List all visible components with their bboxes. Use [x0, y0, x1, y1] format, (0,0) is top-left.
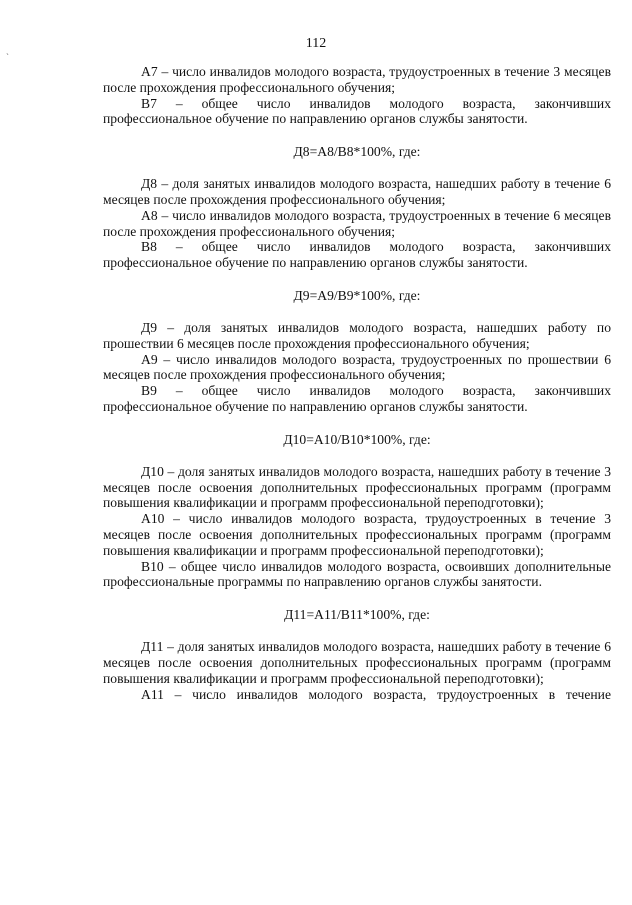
paragraph: В9 – общее число инвалидов молодого возраста, закончивших профессиональное обучение по направлению органов службы занятости.	[103, 383, 611, 414]
formula-line: Д11=А11/В11*100%, где:	[284, 607, 430, 623]
formula-line: Д8=А8/В8*100%, где:	[293, 144, 421, 160]
paragraph: А7 – число инвалидов молодого возраста, трудоустроенных в течение 3 месяцев после прохождения профессионального обучения;	[103, 64, 611, 95]
page-number: 112	[305, 36, 327, 51]
paragraph: Д10 – доля занятых инвалидов молодого возраста, нашедших работу в течение 3 месяцев после освоения дополнительных профессиональных программ (программ повышения квалификации и программ профессиональной переподготовки);	[103, 463, 611, 511]
paragraph: В8 – общее число инвалидов молодого возраста, закончивших профессиональное обучение по направлению органов службы занятости.	[103, 239, 611, 271]
paragraph: А8 – число инвалидов молодого возраста, трудоустроенных в течение 6 месяцев после прохождения профессионального обучения;	[103, 207, 611, 239]
paragraph: Д8 – доля занятых инвалидов молодого возраста, нашедших работу в течение 6 месяцев после прохождения профессионального обучения;	[103, 176, 611, 207]
formula-line: Д10=А10/В10*100%, где:	[283, 431, 431, 447]
paragraph: Д9 – доля занятых инвалидов молодого возраста, нашедших работу по прошествии 6 месяцев после прохождения профессионального обучения;	[103, 319, 611, 351]
paragraph: В10 – общее число инвалидов молодого возраста, освоивших дополнительные профессиональные программы по направлению органов службы занятости.	[103, 558, 611, 590]
document-body	[103, 64, 611, 702]
paragraph: В7 – общее число инвалидов молодого возраста, закончивших профессиональное обучение по направлению органов службы занятости.	[103, 95, 611, 127]
margin-mark: `	[6, 52, 9, 62]
formula-line: Д9=А9/В9*100%, где:	[293, 287, 421, 303]
paragraph: А11 – число инвалидов молодого возраста, трудоустроенных в течение	[141, 686, 611, 702]
paragraph: А10 – число инвалидов молодого возраста, трудоустроенных в течение 3 месяцев после освоения дополнительных профессиональных программ (программ повышения квалификации и программ профессиональной переподготовки);	[103, 511, 611, 558]
paragraph: Д11 – доля занятых инвалидов молодого возраста, нашедших работу в течение 6 месяцев после освоения дополнительных профессиональных программ (программ повышения квалификации и программ профессиональной переподготовки);	[103, 639, 611, 686]
paragraph: А9 – число инвалидов молодого возраста, трудоустроенных по прошествии 6 месяцев после прохождения профессионального обучения;	[103, 351, 611, 383]
